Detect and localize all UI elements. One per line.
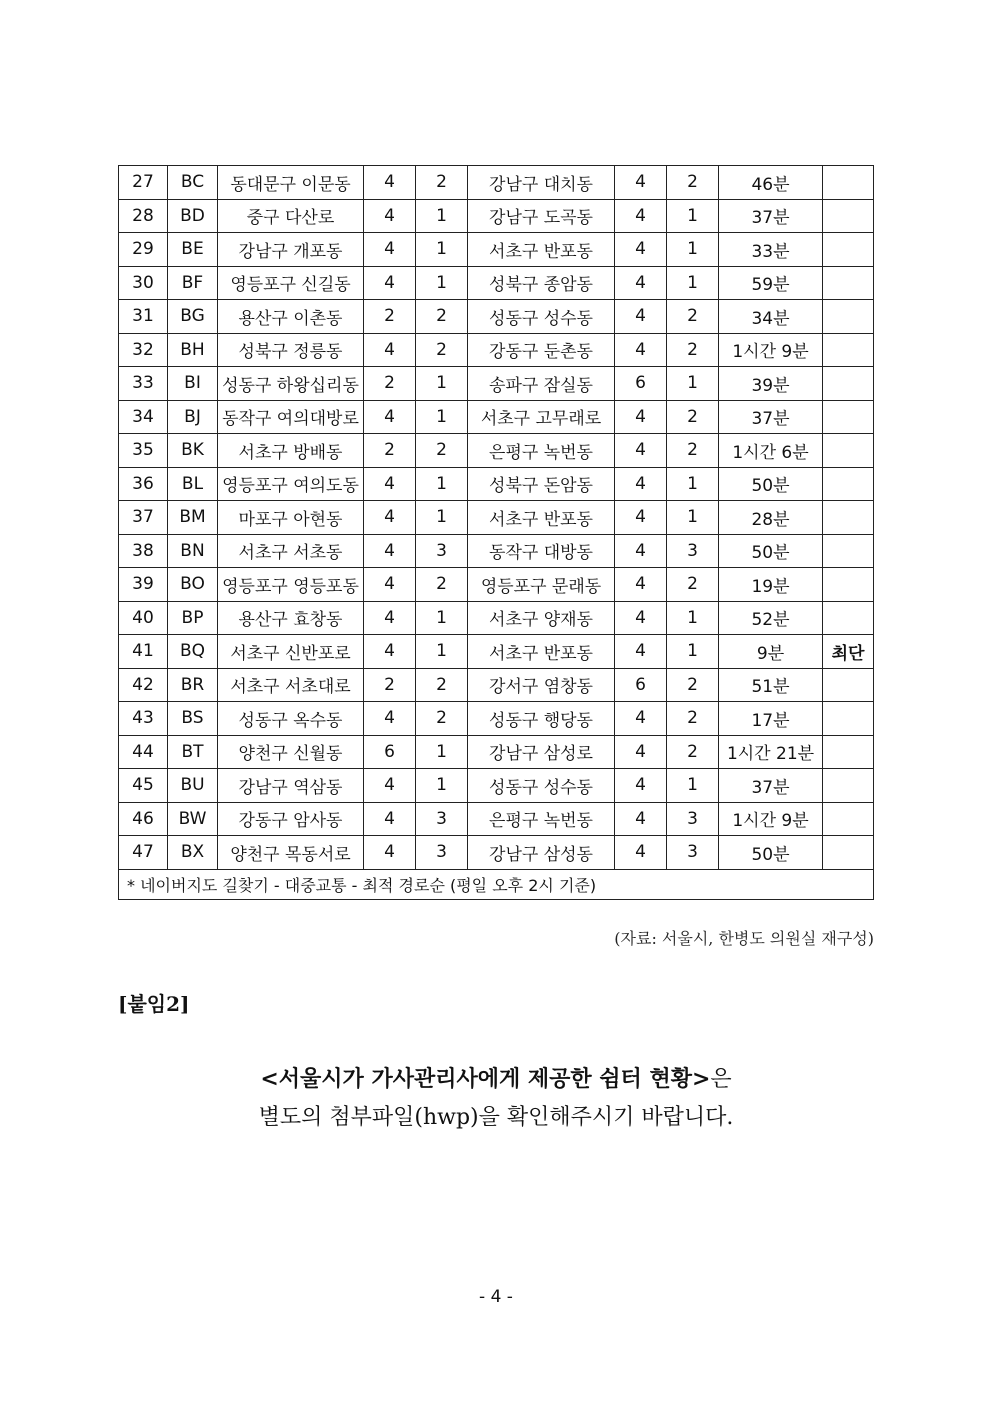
cell-time: 50분 <box>719 467 823 501</box>
cell-c: 4 <box>615 836 667 870</box>
cell-code: BP <box>168 601 218 635</box>
cell-time: 50분 <box>719 534 823 568</box>
cell-b: 1 <box>416 233 468 267</box>
table-row <box>119 702 874 736</box>
table-row <box>119 501 874 535</box>
cell-dest: 성동구 성수동 <box>468 300 615 334</box>
table-row <box>119 735 874 769</box>
cell-dest: 성동구 행당동 <box>468 702 615 736</box>
cell-code: BR <box>168 668 218 702</box>
cell-no: 35 <box>119 434 168 468</box>
table-row <box>119 266 874 300</box>
cell-c: 4 <box>615 568 667 602</box>
cell-no: 29 <box>119 233 168 267</box>
cell-a: 4 <box>364 166 416 200</box>
table-row <box>119 199 874 233</box>
cell-d: 2 <box>667 735 719 769</box>
cell-time: 37분 <box>719 199 823 233</box>
cell-note <box>823 802 874 836</box>
cell-d: 2 <box>667 166 719 200</box>
cell-d: 2 <box>667 333 719 367</box>
cell-time: 39분 <box>719 367 823 401</box>
cell-a: 4 <box>364 802 416 836</box>
cell-c: 4 <box>615 534 667 568</box>
cell-time: 1시간 9분 <box>719 333 823 367</box>
cell-c: 4 <box>615 400 667 434</box>
cell-code: BN <box>168 534 218 568</box>
cell-code: BQ <box>168 635 218 669</box>
cell-c: 4 <box>615 769 667 803</box>
cell-d: 2 <box>667 702 719 736</box>
cell-no: 27 <box>119 166 168 200</box>
cell-b: 3 <box>416 534 468 568</box>
cell-dest: 송파구 잠실동 <box>468 367 615 401</box>
cell-time: 28분 <box>719 501 823 535</box>
cell-a: 2 <box>364 367 416 401</box>
cell-time: 37분 <box>719 400 823 434</box>
cell-time: 46분 <box>719 166 823 200</box>
cell-d: 2 <box>667 668 719 702</box>
table-row <box>119 601 874 635</box>
cell-b: 1 <box>416 199 468 233</box>
cell-d: 2 <box>667 400 719 434</box>
cell-a: 4 <box>364 534 416 568</box>
cell-c: 4 <box>615 266 667 300</box>
cell-no: 42 <box>119 668 168 702</box>
table-row <box>119 333 874 367</box>
cell-c: 4 <box>615 735 667 769</box>
table-row <box>119 668 874 702</box>
cell-b: 1 <box>416 769 468 803</box>
cell-origin: 영등포구 신길동 <box>218 266 364 300</box>
cell-a: 4 <box>364 467 416 501</box>
cell-origin: 강남구 개포동 <box>218 233 364 267</box>
cell-b: 1 <box>416 266 468 300</box>
cell-b: 1 <box>416 467 468 501</box>
cell-c: 4 <box>615 333 667 367</box>
cell-dest: 강남구 삼성동 <box>468 836 615 870</box>
attachment-title-tail: 은 <box>710 1067 732 1092</box>
cell-dest: 성북구 돈암동 <box>468 467 615 501</box>
cell-no: 45 <box>119 769 168 803</box>
cell-code: BG <box>168 300 218 334</box>
cell-note <box>823 166 874 200</box>
cell-note <box>823 702 874 736</box>
cell-dest: 성북구 종암동 <box>468 266 615 300</box>
cell-dest: 성동구 성수동 <box>468 769 615 803</box>
cell-d: 3 <box>667 802 719 836</box>
cell-c: 4 <box>615 166 667 200</box>
cell-d: 1 <box>667 769 719 803</box>
cell-b: 3 <box>416 802 468 836</box>
cell-a: 4 <box>364 769 416 803</box>
cell-no: 43 <box>119 702 168 736</box>
cell-origin: 서초구 방배동 <box>218 434 364 468</box>
cell-code: BW <box>168 802 218 836</box>
cell-code: BK <box>168 434 218 468</box>
cell-b: 1 <box>416 601 468 635</box>
cell-d: 2 <box>667 568 719 602</box>
cell-c: 6 <box>615 367 667 401</box>
cell-note <box>823 735 874 769</box>
cell-d: 1 <box>667 367 719 401</box>
cell-time: 34분 <box>719 300 823 334</box>
table-row <box>119 467 874 501</box>
cell-time: 19분 <box>719 568 823 602</box>
cell-time: 37분 <box>719 769 823 803</box>
cell-origin: 서초구 신반포로 <box>218 635 364 669</box>
cell-origin: 영등포구 여의도동 <box>218 467 364 501</box>
cell-no: 44 <box>119 735 168 769</box>
cell-note <box>823 333 874 367</box>
cell-note <box>823 367 874 401</box>
cell-c: 4 <box>615 802 667 836</box>
cell-dest: 강동구 둔촌동 <box>468 333 615 367</box>
cell-note <box>823 836 874 870</box>
cell-note <box>823 668 874 702</box>
cell-c: 4 <box>615 635 667 669</box>
cell-code: BO <box>168 568 218 602</box>
cell-a: 4 <box>364 400 416 434</box>
cell-dest: 은평구 녹번동 <box>468 434 615 468</box>
table-row <box>119 534 874 568</box>
table-row <box>119 836 874 870</box>
cell-origin: 양천구 목동서로 <box>218 836 364 870</box>
table-row <box>119 568 874 602</box>
cell-origin: 영등포구 영등포동 <box>218 568 364 602</box>
page-number: - 4 - <box>479 1287 513 1307</box>
cell-a: 2 <box>364 300 416 334</box>
data-table <box>118 165 874 900</box>
cell-origin: 용산구 효창동 <box>218 601 364 635</box>
cell-note <box>823 601 874 635</box>
cell-a: 4 <box>364 702 416 736</box>
cell-no: 39 <box>119 568 168 602</box>
cell-d: 1 <box>667 601 719 635</box>
cell-d: 1 <box>667 467 719 501</box>
cell-dest: 서초구 반포동 <box>468 501 615 535</box>
cell-dest: 서초구 반포동 <box>468 635 615 669</box>
cell-b: 3 <box>416 836 468 870</box>
cell-code: BS <box>168 702 218 736</box>
cell-note <box>823 233 874 267</box>
cell-b: 2 <box>416 434 468 468</box>
cell-d: 2 <box>667 300 719 334</box>
cell-c: 4 <box>615 199 667 233</box>
cell-dest: 강남구 대치동 <box>468 166 615 200</box>
cell-c: 4 <box>615 467 667 501</box>
cell-no: 38 <box>119 534 168 568</box>
cell-no: 31 <box>119 300 168 334</box>
cell-b: 2 <box>416 702 468 736</box>
cell-d: 1 <box>667 635 719 669</box>
cell-note <box>823 199 874 233</box>
cell-note <box>823 400 874 434</box>
cell-origin: 서초구 서초동 <box>218 534 364 568</box>
cell-a: 4 <box>364 568 416 602</box>
cell-note: 최단 <box>823 635 874 669</box>
cell-origin: 용산구 이촌동 <box>218 300 364 334</box>
cell-time: 50분 <box>719 836 823 870</box>
cell-b: 2 <box>416 166 468 200</box>
cell-time: 51분 <box>719 668 823 702</box>
table-row <box>119 635 874 669</box>
cell-dest: 서초구 반포동 <box>468 233 615 267</box>
cell-note <box>823 467 874 501</box>
table-row <box>119 367 874 401</box>
cell-no: 32 <box>119 333 168 367</box>
cell-d: 3 <box>667 836 719 870</box>
table-footnote: * 네이버지도 길찾기 - 대중교통 - 최적 경로순 (평일 오후 2시 기준) <box>119 869 874 899</box>
cell-d: 1 <box>667 501 719 535</box>
cell-b: 1 <box>416 400 468 434</box>
cell-a: 6 <box>364 735 416 769</box>
cell-d: 1 <box>667 199 719 233</box>
cell-a: 4 <box>364 635 416 669</box>
cell-origin: 강동구 암사동 <box>218 802 364 836</box>
cell-origin: 양천구 신월동 <box>218 735 364 769</box>
cell-a: 2 <box>364 668 416 702</box>
attachment-line-2: 별도의 첨부파일(hwp)을 확인해주시기 바랍니다. <box>258 1105 734 1130</box>
cell-time: 9분 <box>719 635 823 669</box>
cell-d: 1 <box>667 266 719 300</box>
cell-time: 1시간 21분 <box>719 735 823 769</box>
cell-code: BI <box>168 367 218 401</box>
cell-dest: 강남구 도곡동 <box>468 199 615 233</box>
cell-b: 1 <box>416 501 468 535</box>
cell-a: 2 <box>364 434 416 468</box>
source-note: (자료: 서울시, 한병도 의원실 재구성) <box>614 929 874 948</box>
cell-origin: 성북구 정릉동 <box>218 333 364 367</box>
cell-time: 1시간 6분 <box>719 434 823 468</box>
cell-origin: 마포구 아현동 <box>218 501 364 535</box>
cell-no: 47 <box>119 836 168 870</box>
cell-no: 30 <box>119 266 168 300</box>
table-body <box>119 166 874 870</box>
cell-a: 4 <box>364 333 416 367</box>
cell-dest: 은평구 녹번동 <box>468 802 615 836</box>
cell-a: 4 <box>364 601 416 635</box>
cell-code: BF <box>168 266 218 300</box>
cell-c: 4 <box>615 233 667 267</box>
cell-time: 52분 <box>719 601 823 635</box>
cell-dest: 서초구 고무래로 <box>468 400 615 434</box>
cell-origin: 동작구 여의대방로 <box>218 400 364 434</box>
cell-code: BX <box>168 836 218 870</box>
cell-code: BT <box>168 735 218 769</box>
cell-b: 1 <box>416 367 468 401</box>
cell-no: 40 <box>119 601 168 635</box>
cell-time: 17분 <box>719 702 823 736</box>
cell-dest: 영등포구 문래동 <box>468 568 615 602</box>
cell-time: 33분 <box>719 233 823 267</box>
cell-no: 46 <box>119 802 168 836</box>
table-row <box>119 400 874 434</box>
cell-no: 41 <box>119 635 168 669</box>
cell-time: 1시간 9분 <box>719 802 823 836</box>
cell-origin: 동대문구 이문동 <box>218 166 364 200</box>
cell-dest: 강서구 염창동 <box>468 668 615 702</box>
cell-note <box>823 300 874 334</box>
cell-note <box>823 568 874 602</box>
cell-d: 1 <box>667 233 719 267</box>
attachment-title: <서울시가 가사관리사에게 제공한 쉼터 현황> <box>260 1066 711 1092</box>
cell-c: 4 <box>615 601 667 635</box>
cell-origin: 성동구 옥수동 <box>218 702 364 736</box>
cell-b: 1 <box>416 735 468 769</box>
cell-code: BJ <box>168 400 218 434</box>
cell-dest: 서초구 양재동 <box>468 601 615 635</box>
cell-a: 4 <box>364 266 416 300</box>
footnote-row <box>119 869 874 899</box>
cell-code: BM <box>168 501 218 535</box>
attachment-label: [붙임2] <box>118 992 190 1016</box>
cell-a: 4 <box>364 836 416 870</box>
cell-c: 4 <box>615 501 667 535</box>
table-row <box>119 802 874 836</box>
cell-time: 59분 <box>719 266 823 300</box>
table-row <box>119 769 874 803</box>
cell-note <box>823 501 874 535</box>
table-row <box>119 434 874 468</box>
cell-a: 4 <box>364 233 416 267</box>
cell-b: 2 <box>416 668 468 702</box>
cell-d: 2 <box>667 434 719 468</box>
cell-b: 2 <box>416 300 468 334</box>
cell-c: 4 <box>615 300 667 334</box>
cell-dest: 동작구 대방동 <box>468 534 615 568</box>
cell-note <box>823 769 874 803</box>
cell-c: 6 <box>615 668 667 702</box>
cell-no: 28 <box>119 199 168 233</box>
cell-c: 4 <box>615 434 667 468</box>
cell-origin: 강남구 역삼동 <box>218 769 364 803</box>
cell-c: 4 <box>615 702 667 736</box>
cell-code: BC <box>168 166 218 200</box>
cell-d: 3 <box>667 534 719 568</box>
cell-no: 33 <box>119 367 168 401</box>
cell-code: BH <box>168 333 218 367</box>
cell-no: 37 <box>119 501 168 535</box>
cell-origin: 중구 다산로 <box>218 199 364 233</box>
cell-origin: 성동구 하왕십리동 <box>218 367 364 401</box>
cell-note <box>823 266 874 300</box>
cell-origin: 서초구 서초대로 <box>218 668 364 702</box>
cell-code: BU <box>168 769 218 803</box>
cell-note <box>823 534 874 568</box>
cell-code: BD <box>168 199 218 233</box>
cell-b: 2 <box>416 568 468 602</box>
attachment-line-1 <box>0 1062 992 1093</box>
table-row <box>119 233 874 267</box>
cell-b: 1 <box>416 635 468 669</box>
cell-a: 4 <box>364 199 416 233</box>
cell-dest: 강남구 삼성로 <box>468 735 615 769</box>
cell-no: 34 <box>119 400 168 434</box>
cell-code: BL <box>168 467 218 501</box>
cell-b: 2 <box>416 333 468 367</box>
cell-note <box>823 434 874 468</box>
cell-a: 4 <box>364 501 416 535</box>
table-row <box>119 166 874 200</box>
cell-no: 36 <box>119 467 168 501</box>
table-row <box>119 300 874 334</box>
cell-code: BE <box>168 233 218 267</box>
